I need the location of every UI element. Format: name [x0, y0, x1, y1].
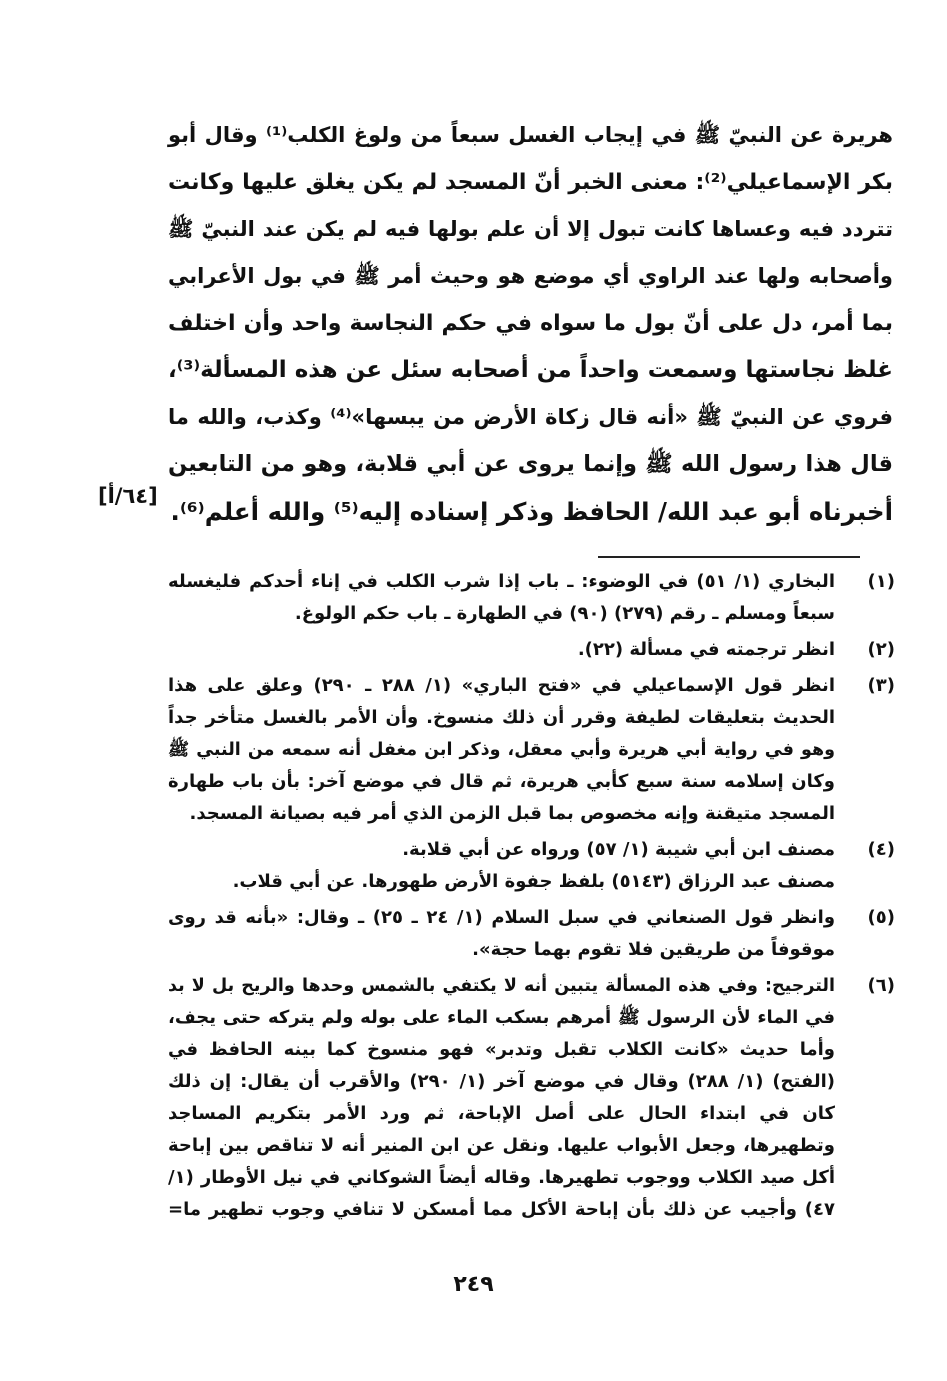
main-line: وأصحابه ولها عند الراوي أي موضع هو وحيث أمر ﷺ في بول الأعرابي: [168, 264, 893, 288]
main-line: بكر الإسماعيلي⁽²⁾: معنى الخبر أنّ المسجد لم يكن يغلق عليها وكانت: [168, 170, 893, 195]
footnote: [168, 566, 895, 630]
main-line: هريرة عن النبيّ ﷺ في إيجاب الغسل سبعاً من ولوغ الكلب⁽¹⁾ وقال أبو: [168, 123, 893, 147]
footnote-line: مصنف ابن أبي شيبة (١/ ٥٧) ورواه عن أبي قلابة.: [402, 839, 835, 860]
footnote-line: وكان إسلامه سنة سبع كأبي هريرة، ثم قال في موضع آخر: بأن باب طهارة: [168, 771, 835, 792]
footnote-line: الترجيح: وفي هذه المسألة يتبين أنه لا يكتفي بالشمس وحدها والريح بل لا بد: [168, 976, 835, 996]
footnote: [168, 670, 895, 830]
footnote-number: (٤): [867, 839, 895, 860]
footnote-divider: [598, 556, 860, 558]
footnote-line: انظر ترجمته في مسألة (٢٢).: [577, 639, 835, 660]
footnote-number: (٢): [867, 639, 895, 660]
footnote: [168, 970, 895, 1226]
footnote-number: (٦): [867, 975, 895, 996]
footnote-line: (الفتح) (١/ ٢٨٨) وقال في موضع آخر (١/ ٢٩٠) والأقرب أن يقال: إن ذلك: [168, 1071, 835, 1092]
footnote-line: الحديث بتعليقات لطيفة وقرر أن ذلك منسوخ. وأن الأمر بالغسل متأخر جداً: [168, 707, 835, 728]
footnote-line: انظر قول الإسماعيلي في «فتح الباري» (١/ ٢٨٨ ـ ٢٩٠) وعلق على هذا: [168, 675, 835, 696]
main-line: غلظ نجاستها وسمعت واحداً من أصحابه سئل عن هذه المسألة⁽³⁾،: [168, 357, 893, 383]
footnote-line: كان في ابتداء الحال على أصل الإباحة، ثم ورد الأمر بتكريم المساجد: [168, 1103, 835, 1124]
page-number: ٢٤٩: [453, 1272, 494, 1297]
footnote-number: (٣): [867, 675, 895, 696]
footnote-line: وهو في رواية أبي هريرة وأبي معقل، وذكر ابن مغفل أنه سمعه من النبي ﷺ: [168, 740, 835, 760]
footnote: [168, 634, 895, 666]
main-text: [168, 112, 893, 535]
main-line: فروي عن النبيّ ﷺ «أنه قال زكاة الأرض من يبسها»⁽⁴⁾ وكذب، والله ما: [168, 405, 894, 429]
main-line: قال هذا رسول الله ﷺ وإنما يروى عن أبي قلابة، وهو من التابعين: [168, 451, 893, 477]
main-line: تتردد فيه وعساها كانت تبول إلا أن علم بولها فيه لم يكن عند النبيّ ﷺ: [168, 217, 893, 241]
footnote-line: مصنف عبد الرزاق (٥١٤٣) بلفظ جفوة الأرض طهورها. عن أبي قلاب.: [232, 871, 835, 892]
manuscript-folio-marker: [٦٤/أ]: [98, 484, 158, 508]
main-line: أخبرناه أبو عبد الله/ الحافظ وذكر إسناده إليه⁽⁵⁾ والله أعلم⁽⁶⁾.: [170, 497, 893, 526]
main-line: بما أمر، دل على أنّ بول ما سواه في حكم النجاسة واحد وأن اختلف: [168, 311, 893, 336]
footnote-line: في الماء لأن الرسول ﷺ أمرهم بسكب الماء على بوله ولم يتركه حتى يجف،: [168, 1007, 835, 1028]
footnotes: [168, 566, 895, 1230]
footnote-number: (٥): [867, 907, 895, 928]
footnote-line: وانظر قول الصنعاني في سبل السلام (١/ ٢٤ ـ ٢٥) ـ وقال: «بأنه قد روى: [168, 907, 836, 928]
footnote: [168, 902, 895, 966]
footnote-line: وأما حديث «كانت الكلاب تقبل وتدبر» فهو منسوخ كما بينه الحافظ في: [168, 1039, 835, 1060]
footnote-line: ٤٧) وأجيب عن ذلك بأن إباحة الأكل مما أمسكن لا تنافي وجوب تطهير ما=: [168, 1199, 835, 1220]
footnote-line: وتطهيرها، وجعل الأبواب عليها. ونقل عن ابن المنير أنه لا تناقص بين إباحة: [168, 1135, 835, 1156]
footnote: [168, 834, 895, 898]
footnote-line: سبعاً ومسلم ـ رقم (٢٧٩) (٩٠) في الطهارة ـ باب حكم الولوغ.: [294, 603, 835, 624]
footnote-line: موقوفاً من طريقين فلا تقوم بهما حجة».: [472, 939, 835, 960]
footnote-line: المسجد متيقنة وإنه مخصوص بما قبل الزمن الذي أمر فيه بصيانة المسجد.: [189, 803, 835, 824]
footnote-number: (١): [867, 571, 895, 592]
footnote-line: البخاري (١/ ٥١) في الوضوء: ـ باب إذا شرب الكلب في إناء أحدكم فليغسله: [168, 571, 835, 592]
footnote-line: أكل صيد الكلاب ووجوب تطهيرها. وقاله أيضاً الشوكاني في نيل الأوطار (١/: [168, 1167, 835, 1188]
